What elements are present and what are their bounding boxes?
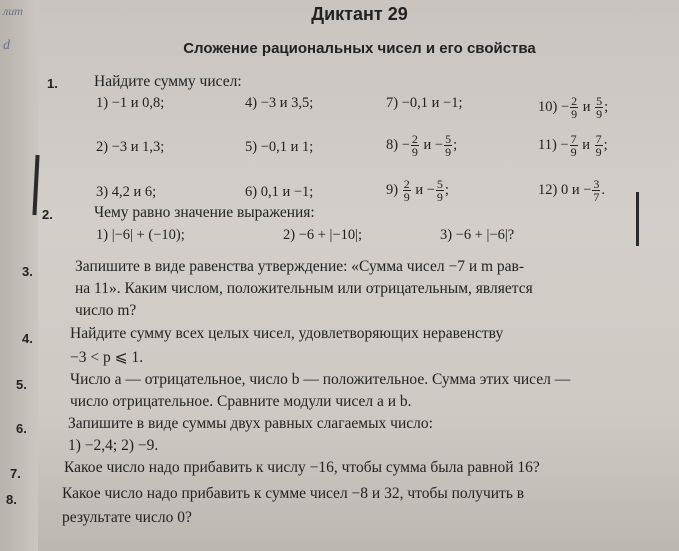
task-item: 3) −6 + |−6|? [440,227,515,243]
numerator: 5 [436,177,443,191]
numerator: 5 [445,132,452,146]
denominator: 7 [593,190,600,204]
task-line: Какое число надо прибавить к числу −16, чтобы сумма была равной 16? [64,459,540,476]
page-subtitle: Сложение рациональных чисел и его свойства [183,40,536,57]
conjunction: и [582,136,590,153]
numerator: 2 [571,94,578,108]
task-item: 7) −0,1 и −1; [386,95,463,111]
task-line: Число a — отрицательное, число b — положительное. Сумма этих чисел — [70,371,571,388]
sign: − [560,98,570,115]
task-number: 5. [16,377,27,392]
margin-note: d [3,38,10,53]
task-item: 6) 0,1 и −1; [245,184,314,200]
task-item-fraction [386,178,449,203]
item-label: 10) [538,98,558,115]
task-item-fraction [538,95,608,120]
denominator: 9 [596,107,603,121]
numerator: 5 [596,94,603,108]
punct: ; [603,136,608,153]
task-line: Какое число надо прибавить к сумме чисел −8 и 32, чтобы получить в [62,485,525,502]
fraction [595,95,603,120]
denominator: 9 [403,190,410,204]
numerator: 7 [570,132,577,146]
item-label: 8) [386,136,399,153]
denominator: 9 [436,190,443,204]
fraction [595,133,603,158]
sign: − [560,136,569,153]
task-item: 1) −1 и 0,8; [96,95,165,111]
item-label: 9) [386,181,399,198]
task-item: 3) 4,2 и 6; [96,184,157,200]
task-prompt: Найдите сумму чисел: [94,73,242,90]
fraction [444,133,452,158]
task-item: 2) −6 + |−10|; [283,227,363,243]
punct: ; [444,181,449,198]
punct: . [601,181,606,198]
item-label: 12) 0 и [538,181,580,198]
task-line: Запишите в виде суммы двух равных слагаемых число: [68,415,433,432]
task-number: 3. [22,264,33,279]
task-number: 2. [42,207,53,222]
task-line: Найдите сумму всех целых чисел, удовлетворяющих неравенству [70,325,504,342]
denominator: 9 [445,145,452,159]
punct: ; [453,136,458,153]
task-item: 1) |−6| + (−10); [96,227,185,243]
task-line: результате число 0? [62,509,192,526]
task-item-fraction [538,178,605,203]
fraction [403,178,411,203]
conjunction: и [423,136,432,153]
numerator: 7 [595,132,602,146]
task-item: 5) −0,1 и 1; [245,139,314,155]
task-line: на 11». Каким числом, положительным или отрицательным, является [75,280,533,297]
sign: − [434,136,444,153]
fraction [570,133,578,158]
pen-mark-right [636,192,639,246]
task-prompt: Чему равно значение выражения: [94,204,315,221]
task-line: число отрицательное. Сравните модули чисел a и b. [70,393,412,410]
fraction [436,178,444,203]
task-item: 2) −3 и 1,3; [96,139,165,155]
denominator: 9 [571,107,578,121]
fraction [592,178,600,203]
conjunction: и [582,98,591,115]
task-number: 4. [22,331,33,346]
sign: − [426,181,435,198]
punct: ; [604,98,609,115]
task-line: Запишите в виде равенства утверждение: «Сумма чисел −7 и m рав- [75,258,525,275]
task-number: 6. [16,421,27,436]
task-line: 1) −2,4; 2) −9. [68,437,159,454]
task-number: 1. [47,76,58,91]
numerator: 2 [403,177,410,191]
sign: − [583,181,592,198]
margin-note: лит [3,4,23,18]
sign: − [401,136,410,153]
denominator: 9 [570,145,577,159]
denominator: 9 [411,145,418,159]
denominator: 9 [595,145,602,159]
numerator: 2 [411,132,418,146]
task-item: 4) −3 и 3,5; [245,95,314,111]
fraction [570,95,578,120]
task-line: число m? [75,302,137,319]
item-label: 11) [538,136,557,153]
task-number: 8. [6,492,17,507]
task-number: 7. [10,466,21,481]
fraction [411,133,419,158]
numerator: 3 [593,177,600,191]
task-line: −3 < p ⩽ 1. [70,349,144,366]
task-item-fraction [538,133,608,158]
task-item-fraction [386,133,457,158]
conjunction: и [415,181,424,198]
page-title: Диктант 29 [311,4,408,24]
